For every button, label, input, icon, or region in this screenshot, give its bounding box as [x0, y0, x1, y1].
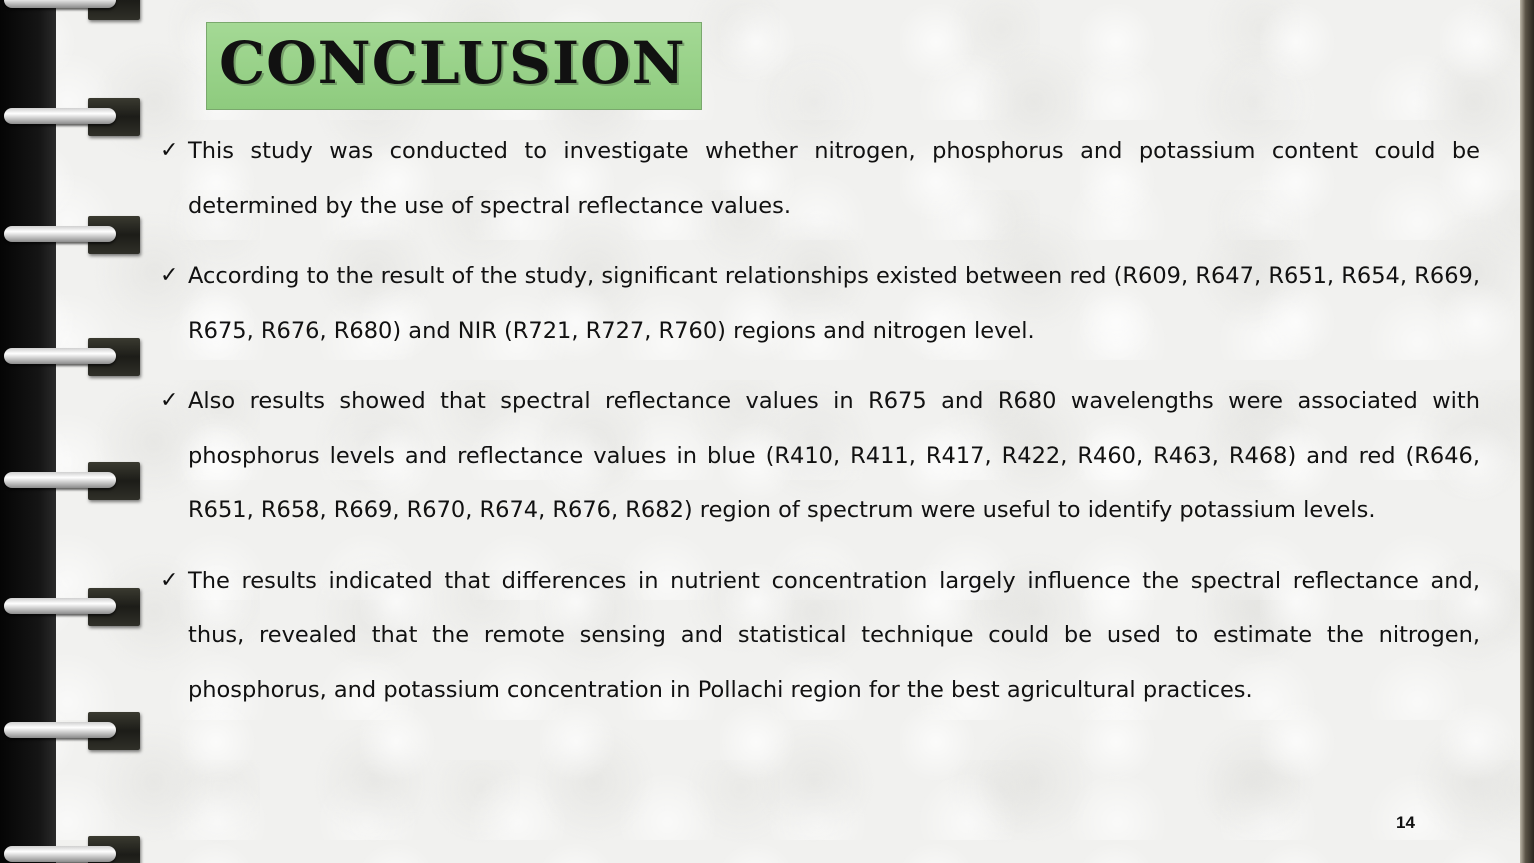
slide-title: CONCLUSION	[219, 29, 686, 97]
conclusion-list	[160, 124, 1480, 733]
binding-wire	[4, 472, 116, 488]
binding-ring	[0, 94, 140, 140]
conclusion-point-2	[160, 249, 1480, 358]
conclusion-point-1	[160, 124, 1480, 233]
binding-wire	[4, 722, 116, 738]
conclusion-text: According to the result of the study, significant relationships existed between red (R609, R647, R651, R654, R669, R675, R676, R680) and NIR (R721, R727, R760) regions and nitrogen level.	[188, 263, 1480, 344]
binding-wire	[4, 846, 116, 862]
binding-ring	[0, 708, 140, 754]
binding-ring	[0, 832, 140, 863]
binding-ring	[0, 458, 140, 504]
checkmark-icon: ✓	[160, 388, 179, 413]
binding-wire	[4, 598, 116, 614]
page-number: 14	[1396, 813, 1415, 832]
binding-ring	[0, 584, 140, 630]
binding-wire	[4, 0, 116, 8]
conclusion-text: The results indicated that differences in nutrient concentration largely influence the spectral reflectance and, thus, revealed that the remote sensing and statistical technique could be used to estimate the nitrogen, phosphorus, and potassium concentration in Pollachi region for the best agricultural practices.	[188, 567, 1480, 703]
conclusion-point-3	[160, 374, 1480, 538]
conclusion-point-4	[160, 554, 1480, 718]
binding-ring	[0, 334, 140, 380]
title-box	[206, 22, 702, 110]
binding-wire	[4, 226, 116, 242]
conclusion-text: Also results showed that spectral reflectance values in R675 and R680 wavelengths were associated with phosphorus levels and reflectance values in blue (R410, R411, R417, R422, R460, R463, R468) and red (R646, R651, R658, R669, R670, R674, R676, R682) region of spectrum were useful to identify potassium levels.	[188, 388, 1480, 523]
page-edge	[1520, 0, 1534, 863]
binding-ring	[0, 212, 140, 258]
binding-wire	[4, 108, 116, 124]
conclusion-text: This study was conducted to investigate whether nitrogen, phosphorus and potassium content could be determined by the use of spectral reflectance values.	[188, 138, 1480, 219]
checkmark-icon: ✓	[160, 567, 179, 593]
checkmark-icon: ✓	[160, 138, 179, 163]
binding-ring	[0, 0, 140, 24]
checkmark-icon: ✓	[160, 263, 179, 288]
binding-wire	[4, 348, 116, 364]
